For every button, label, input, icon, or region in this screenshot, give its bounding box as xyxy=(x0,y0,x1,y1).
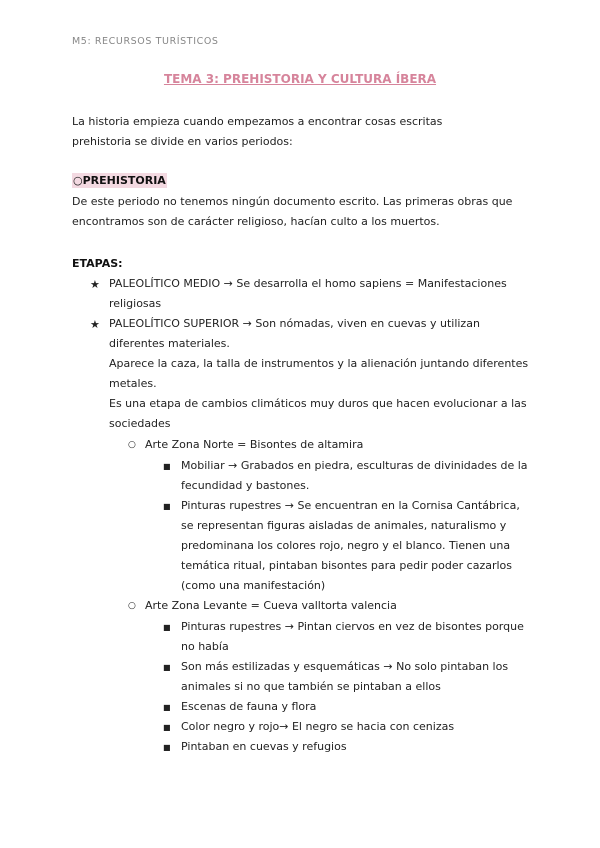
zone-item-line: Pinturas rupestres → Se encuentran en la Cornisa Cantábrica, xyxy=(181,499,520,512)
zone-item xyxy=(181,456,528,496)
etapas-label: ETAPAS: xyxy=(72,257,123,270)
intro-line: prehistoria se divide en varios periodos: xyxy=(72,135,293,148)
zone-item-line: Color negro y rojo→ El negro se hacia con cenizas xyxy=(181,720,455,733)
zone-item-line: Son más estilizadas y esquemáticas → No solo pintaban los xyxy=(181,660,509,673)
stage-item xyxy=(109,314,528,434)
zone-item-line: Pinturas rupestres → Pintan ciervos en vez de bisontes porque xyxy=(181,620,524,633)
zone-item xyxy=(181,717,454,737)
stage-line: sociedades xyxy=(109,417,171,430)
square-bullet-icon: ■ xyxy=(163,703,171,712)
circle-bullet-icon: ○ xyxy=(128,440,136,450)
square-bullet-icon: ■ xyxy=(163,743,171,752)
section-line: encontramos son de carácter religioso, hacían culto a los muertos. xyxy=(72,215,440,228)
section-heading-text: PREHISTORIA xyxy=(82,174,166,187)
zone-item-line: predominana los colores rojo, negro y el blanco. Tienen una xyxy=(181,539,511,552)
page-header: M5: RECURSOS TURÍSTICOS xyxy=(72,36,219,47)
stage-line: PALEOLÍTICO MEDIO → Se desarrolla el homo sapiens = Manifestaciones xyxy=(109,277,507,290)
section-line: De este periodo no tenemos ningún documento escrito. Las primeras obras que xyxy=(72,195,513,208)
zone-item-line: temática ritual, pintaban bisontes para pedir poder cazarlos xyxy=(181,559,512,572)
square-bullet-icon: ■ xyxy=(163,663,171,672)
intro-line: La historia empieza cuando empezamos a encontrar cosas escritas xyxy=(72,115,443,128)
stage-item xyxy=(109,274,507,314)
stage-line: Aparece la caza, la talla de instrumentos y la alienación juntando diferentes xyxy=(109,357,529,370)
zone-item-line: Escenas de fauna y flora xyxy=(181,700,317,713)
zone-item xyxy=(181,617,524,657)
stage-line: Es una etapa de cambios climáticos muy duros que hacen evolucionar a las xyxy=(109,397,527,410)
section-paragraph xyxy=(72,192,542,232)
square-bullet-icon: ■ xyxy=(163,462,171,471)
star-bullet-icon: ★ xyxy=(90,318,100,331)
stage-line: PALEOLÍTICO SUPERIOR → Son nómadas, viven en cuevas y utilizan xyxy=(109,317,480,330)
zone-label: Arte Zona Norte = Bisontes de altamira xyxy=(145,438,364,451)
section-heading xyxy=(72,174,167,187)
circle-bullet-icon: ○ xyxy=(128,601,136,611)
square-bullet-icon: ■ xyxy=(163,723,171,732)
zone-item-line: (como una manifestación) xyxy=(181,579,326,592)
zone-item xyxy=(181,737,347,757)
zone-item-line: no había xyxy=(181,640,229,653)
section-highlight xyxy=(72,173,167,188)
zone-item-line: Pintaban en cuevas y refugios xyxy=(181,740,347,753)
star-bullet-icon: ★ xyxy=(90,278,100,291)
zone-item xyxy=(181,657,508,697)
zone-item-line: fecundidad y bastones. xyxy=(181,479,310,492)
stage-line: metales. xyxy=(109,377,157,390)
zone-item-line: animales si no que también se pintaban a ellos xyxy=(181,680,441,693)
square-bullet-icon: ■ xyxy=(163,502,171,511)
stage-line: diferentes materiales. xyxy=(109,337,230,350)
zone-label: Arte Zona Levante = Cueva valltorta valencia xyxy=(145,599,397,612)
stage-line: religiosas xyxy=(109,297,162,310)
circle-bullet-icon: ○ xyxy=(73,174,83,187)
intro-paragraph xyxy=(72,112,542,152)
zone-item xyxy=(181,697,316,717)
page-title: TEMA 3: PREHISTORIA Y CULTURA ÍBERA xyxy=(163,72,437,86)
zone-item-line: se representan figuras aisladas de animales, naturalismo y xyxy=(181,519,507,532)
zone-item-line: Mobiliar → Grabados en piedra, esculturas de divinidades de la xyxy=(181,459,528,472)
zone-item xyxy=(181,496,520,596)
square-bullet-icon: ■ xyxy=(163,623,171,632)
